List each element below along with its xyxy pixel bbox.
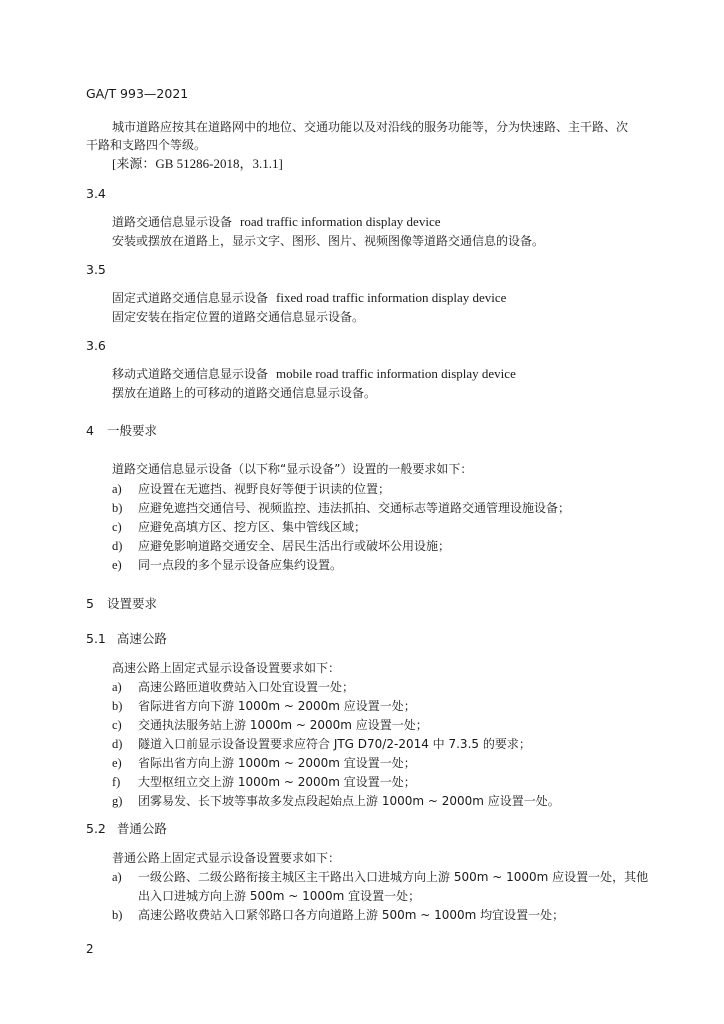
term-3-4-en: road traffic information display device <box>240 214 441 229</box>
list-item: 大型枢纽立交上游 1000m ~ 2000m 宜设置一处； <box>138 775 416 789</box>
list-marker: b) <box>112 501 123 515</box>
section-5-1-number: 5.1 <box>86 631 106 646</box>
list-marker: b) <box>112 699 123 713</box>
list-marker: d) <box>112 737 123 751</box>
list-marker: d) <box>112 539 123 553</box>
list-marker: c) <box>112 718 122 732</box>
section-5-heading <box>86 596 157 612</box>
list-item: 隧道入口前显示设备设置要求应符合 JTG D70/2-2014 中 7.3.5 的要求； <box>138 737 531 751</box>
term-3-6-title <box>112 366 516 382</box>
list-marker: a) <box>112 680 122 694</box>
section-4-heading <box>86 423 157 439</box>
section-5-2-title: 普通公路 <box>116 821 167 836</box>
list-item: 高速公路匝道收费站入口处宜设置一处； <box>138 680 355 694</box>
section-5-1-heading <box>86 631 167 647</box>
list-item: 应避免高填方区、挖方区、集中管线区域； <box>138 520 367 534</box>
section-5-number: 5 <box>86 596 94 611</box>
section-5-1-title: 高速公路 <box>116 631 167 646</box>
term-3-6-zh: 移动式道路交通信息显示设备 <box>112 367 269 381</box>
term-3-4-title <box>112 214 440 230</box>
section-4-number: 4 <box>86 423 94 438</box>
term-3-4-zh: 道路交通信息显示设备 <box>112 215 233 229</box>
list-item: 应设置在无遮挡、视野良好等便于识读的位置； <box>138 482 391 496</box>
list-item: 交通执法服务站上游 1000m ~ 2000m 应设置一处； <box>138 718 428 732</box>
list-marker: e) <box>112 558 122 572</box>
term-number-3-6: 3.6 <box>86 338 106 353</box>
term-3-5-title <box>112 290 506 306</box>
intro-source: [来源：GB 51286-2018，3.1.1] <box>112 156 283 171</box>
intro-line-2: 干路和支路四个等级。 <box>86 138 207 152</box>
list-marker: a) <box>112 482 122 496</box>
list-marker: g) <box>112 794 123 808</box>
list-item: 一级公路、二级公路衔接主城区主干路出入口进城方向上游 500m ~ 1000m 应设置一处，其他 <box>138 870 649 884</box>
list-item: 省际出省方向上游 1000m ~ 2000m 宜设置一处； <box>138 756 416 770</box>
term-3-5-definition: 固定安装在指定位置的道路交通信息显示设备。 <box>112 310 365 324</box>
section-5-title: 设置要求 <box>106 596 157 611</box>
section-4-title: 一般要求 <box>106 423 157 438</box>
list-item: 团雾易发、长下坡等事故多发点段起始点上游 1000m ~ 2000m 应设置一处。 <box>138 794 560 808</box>
section-4-lead: 道路交通信息显示设备（以下称“显示设备”）设置的一般要求如下： <box>112 462 473 476</box>
term-3-4-definition: 安装或摆放在道路上，显示文字、图形、图片、视频图像等道路交通信息的设备。 <box>112 234 545 248</box>
term-number-3-4: 3.4 <box>86 186 106 201</box>
list-marker: b) <box>112 908 123 922</box>
list-marker: f) <box>112 775 121 789</box>
list-marker: c) <box>112 520 122 534</box>
section-5-2-number: 5.2 <box>86 821 106 836</box>
term-number-3-5: 3.5 <box>86 262 106 277</box>
term-3-5-en: fixed road traffic information display device <box>276 290 507 305</box>
section-5-1-lead: 高速公路上固定式显示设备设置要求如下： <box>112 661 341 675</box>
page-number: 2 <box>86 942 94 956</box>
list-item: 应避免影响道路交通安全、居民生活出行或破坏公用设施； <box>138 539 451 553</box>
list-marker: e) <box>112 756 122 770</box>
section-5-2-heading <box>86 821 167 837</box>
section-5-2-lead: 普通公路上固定式显示设备设置要求如下： <box>112 851 341 865</box>
list-item: 高速公路收费站入口紧邻路口各方向道路上游 500m ~ 1000m 均宜设置一处； <box>138 908 565 922</box>
list-item: 应避免遮挡交通信号、视频监控、违法抓拍、交通标志等道路交通管理设施设备； <box>138 501 571 515</box>
term-3-6-en: mobile road traffic information display device <box>276 366 516 381</box>
term-3-6-definition: 摆放在道路上的可移动的道路交通信息显示设备。 <box>112 386 377 400</box>
term-3-5-zh: 固定式道路交通信息显示设备 <box>112 291 269 305</box>
intro-line-1: 城市道路应按其在道路网中的地位、交通功能以及对沿线的服务功能等，分为快速路、主干路、次 <box>112 120 629 134</box>
list-item: 省际进省方向下游 1000m ~ 2000m 应设置一处； <box>138 699 416 713</box>
list-item-continuation: 出入口进城方向上游 500m ~ 1000m 宜设置一处； <box>138 889 421 903</box>
standard-number: GA/T 993—2021 <box>86 86 189 101</box>
list-item: 同一点段的多个显示设备应集约设置。 <box>138 558 343 572</box>
list-marker: a) <box>112 870 122 884</box>
